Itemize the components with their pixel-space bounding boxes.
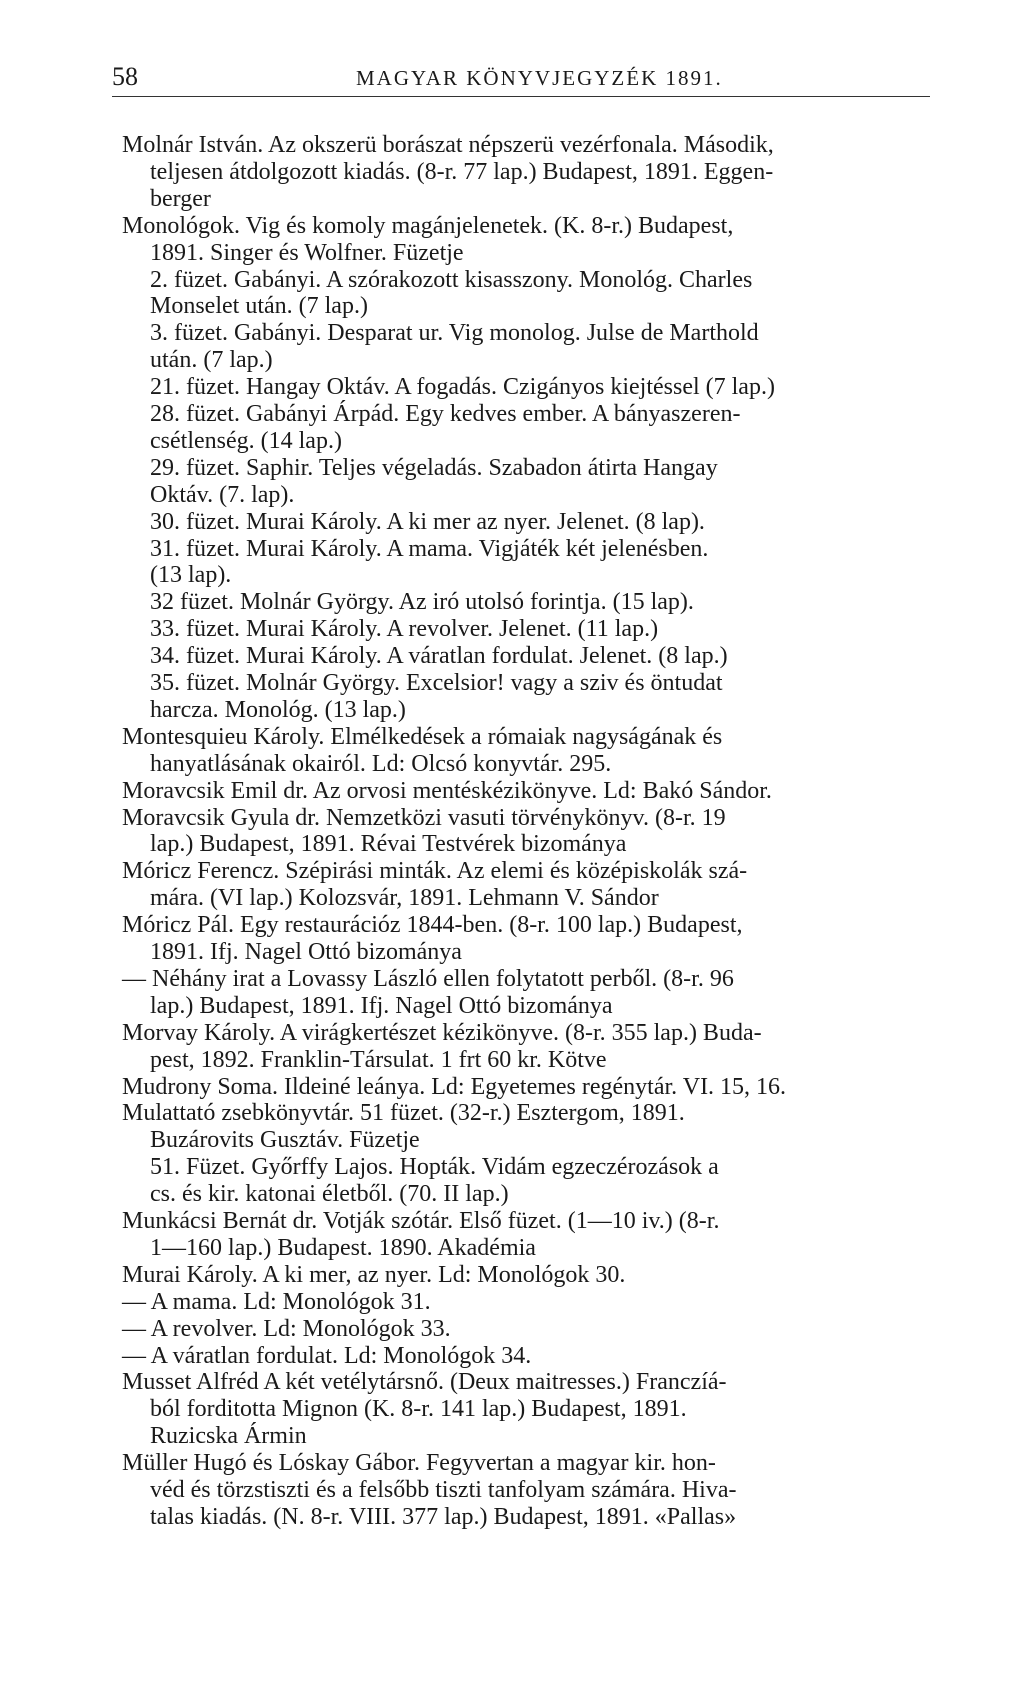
entry-line: 35. füzet. Molnár György. Excelsior! vagy a sziv és öntudat [150, 670, 723, 696]
entry-line: Móricz Pál. Egy restaurációz 1844-ben. (8-r. 100 lap.) Budapest, [122, 912, 743, 939]
entry-line: 3. füzet. Gabányi. Desparat ur. Vig monolog. Julse de Marthold [150, 320, 759, 347]
entry-line: Moravcsik Gyula dr. Nemzetközi vasuti törvénykönyv. (8-r. 19 [122, 804, 726, 831]
entry-line: után. (7 lap.) [150, 347, 273, 374]
entry-line: teljesen átdolgozott kiadás. (8-r. 77 lap.) Budapest, 1891. Eggen- [150, 158, 774, 185]
entry-line: Buzárovits Gusztáv. Füzetje [150, 1127, 420, 1154]
entry-line: 1891. Ifj. Nagel Ottó bizománya [150, 939, 462, 965]
entry-line: Müller Hugó és Lóskay Gábor. Fegyvertan a magyar kir. hon- [122, 1450, 716, 1477]
entry-line: berger [150, 185, 211, 212]
entry-line: mára. (VI lap.) Kolozsvár, 1891. Lehmann V. Sándor [150, 885, 659, 912]
entry-line: 28. füzet. Gabányi Árpád. Egy kedves ember. A bányaszeren- [150, 401, 741, 427]
entry-line: — A mama. Ld: Monológok 31. [122, 1288, 431, 1315]
entry-line: ból forditotta Mignon (K. 8-r. 141 lap.) Budapest, 1891. [150, 1396, 687, 1423]
entry-line: Moravcsik Emil dr. Az orvosi mentéskézikönyve. Ld: Bakó Sándor. [122, 777, 772, 804]
entry-line: 34. füzet. Murai Károly. A váratlan fordulat. Jelenet. (8 lap.) [150, 643, 728, 670]
entry-line: talas kiadás. (N. 8-r. VIII. 377 lap.) Budapest, 1891. «Pallas» [150, 1503, 737, 1530]
entry-line: harcza. Monológ. (13 lap.) [150, 696, 406, 723]
entry-line: 1891. Singer és Wolfner. Füzetje [150, 239, 464, 266]
entry-line: 33. füzet. Murai Károly. A revolver. Jelenet. (11 lap.) [150, 616, 659, 643]
entry-line: csétlenség. (14 lap.) [150, 427, 342, 454]
entry-line: 21. füzet. Hangay Oktáv. A fogadás. Czigányos kiejtéssel (7 lap.) [150, 374, 775, 401]
entry-line: Musset Alfréd A két vetélytársnő. (Deux maitresses.) Franczíá- [122, 1369, 727, 1396]
entry-line: Montesquieu Károly. Elmélkedések a rómaiak nagyságának és [122, 723, 723, 750]
entry-line: Mudrony Soma. Ildeiné leánya. Ld: Egyetemes regénytár. VI. 15, 16. [122, 1073, 787, 1100]
entry-line: Morvay Károly. A virágkertészet kézikönyve. (8-r. 355 lap.) Buda- [122, 1019, 762, 1046]
entry-line: 2. füzet. Gabányi. A szórakozott kisasszony. Monológ. Charles [150, 266, 753, 293]
entry-line: — A váratlan fordulat. Ld: Monológok 34. [122, 1342, 532, 1369]
entry-line: 1—160 lap.) Budapest. 1890. Akadémia [150, 1234, 536, 1261]
entry-line: Murai Károly. A ki mer, az nyer. Ld: Monológok 30. [122, 1261, 626, 1288]
entry-line: — A revolver. Ld: Monológok 33. [122, 1315, 451, 1342]
entry-line: lap.) Budapest, 1891. Révai Testvérek bizománya [150, 831, 627, 858]
entry-line: Móricz Ferencz. Szépirási minták. Az elemi és középiskolák szá- [122, 858, 748, 885]
entry-line: Monselet után. (7 lap.) [150, 293, 368, 320]
entry-line: lap.) Budapest, 1891. Ifj. Nagel Ottó bizománya [150, 992, 613, 1019]
entry-line: Oktáv. (7. lap). [150, 481, 295, 508]
entry-line: (13 lap). [150, 562, 232, 589]
entry-line: 30. füzet. Murai Károly. A ki mer az nyer. Jelenet. (8 lap). [150, 508, 705, 535]
entry-line: 51. Füzet. Győrffy Lajos. Hopták. Vidám egzeczérozások a [150, 1154, 719, 1181]
entry-line: Monológok. Vig és komoly magánjelenetek. (K. 8-r.) Budapest, [122, 212, 734, 239]
entry-line: Munkácsi Bernát dr. Votják szótár. Első füzet. (1—10 iv.) (8-r. [122, 1208, 720, 1234]
running-title: MAGYAR KÖNYVJEGYZÉK 1891. [356, 66, 723, 90]
running-head [112, 62, 930, 94]
entry-line: Molnár István. Az okszerü borászat népszerü vezérfonala. Második, [122, 132, 774, 158]
entry-line: 32 füzet. Molnár György. Az iró utolsó forintja. (15 lap). [150, 589, 694, 616]
entry-line: pest, 1892. Franklin-Társulat. 1 frt 60 kr. Kötve [150, 1046, 607, 1073]
entry-line: cs. és kir. katonai életből. (70. II lap.) [150, 1181, 509, 1208]
entry-line: Mulattató zsebkönyvtár. 51 füzet. (32-r.) Esztergom, 1891. [122, 1100, 685, 1127]
entry-line: 29. füzet. Saphir. Teljes végeladás. Szabadon átirta Hangay [150, 454, 718, 481]
entry-line: Ruzicska Ármin [150, 1423, 307, 1450]
page-number: 58 [112, 62, 138, 91]
header-rule [112, 96, 930, 97]
entry-line: 31. füzet. Murai Károly. A mama. Vigjáték két jelenésben. [150, 535, 709, 562]
entry-line: véd és törzstiszti és a felsőbb tiszti tanfolyam számára. Hiva- [150, 1477, 737, 1503]
entry-line: hanyatlásának okairól. Ld: Olcsó konyvtár. 295. [150, 750, 612, 777]
entry-line: — Néhány irat a Lovassy László ellen folytatott perből. (8-r. 96 [122, 965, 734, 992]
